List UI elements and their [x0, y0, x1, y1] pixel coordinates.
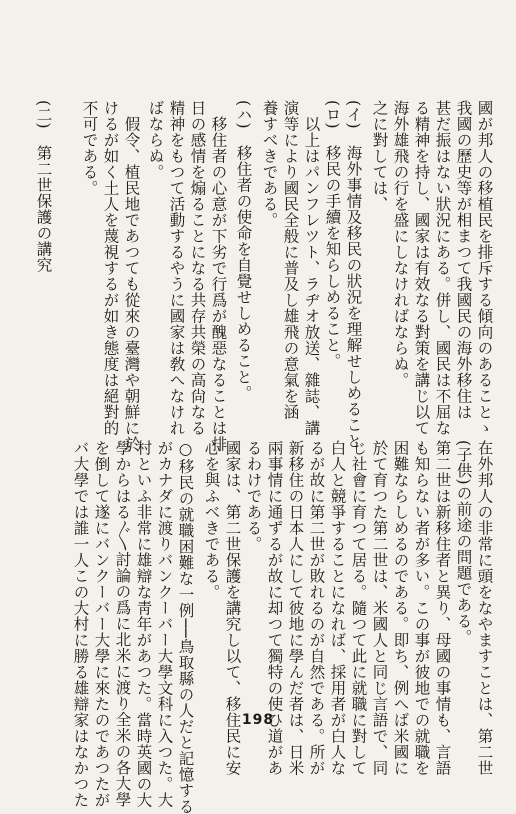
note-column: を倒して遂にバンクーバー大學に來たのであつたが	[92, 440, 111, 808]
text-column: 不可である。	[80, 100, 99, 196]
note-column: がカナダに渡りバンクーバー大學文科に入つた。大	[155, 440, 174, 808]
section-heading: (二) 第二世保護の講究	[34, 100, 53, 274]
text-column: 第二世は新移住者と異り、母國の事情も、言語	[433, 440, 452, 776]
note-column: ○移民の就職困難な一例──鳥取縣の人だと記憶する	[176, 440, 195, 814]
text-column: 於て育つた第二世は、米國人と同じ言語で、同	[370, 440, 389, 776]
text-column: けるが如く土人を蔑視するが如き態度は絕對的	[101, 100, 120, 436]
page-number: 198	[241, 712, 275, 728]
note-column: 學からはる〴〵討論の爲に北米に渡り全米の各大學	[113, 440, 132, 808]
text-column: 移住者の心意が下劣で行爲が醜惡なることは排	[209, 100, 228, 452]
text-column: 白人と競爭することになれば、採用者が白人な	[328, 440, 347, 776]
text-column: 國家は、第二世保護を講究し以て、移住民に安	[223, 440, 242, 776]
text-column: 之に對しては、	[370, 100, 389, 212]
text-column: 以上はパンフレツト、ラヂオ放送、雜誌、講	[302, 100, 321, 436]
text-column: 養すべきである。	[260, 100, 279, 228]
text-column: 國が邦人の移植民を排斥する傾向のあることゝ	[475, 100, 494, 436]
text-column: 海外雄飛の行を盛にしなければならぬ。	[391, 100, 410, 388]
list-item-ro: (ロ) 移民の手續を知らしめること。	[323, 100, 342, 370]
text-column: 甚だ振はない狀況にある。併し、國民は不屈な	[433, 100, 452, 436]
text-column: 日の感情を煽ることになる共存共榮の高尙なる	[188, 100, 207, 436]
text-column: るわけである。	[244, 440, 263, 552]
list-item-ha: (ハ) 移住者の使命を自覺せしめること。	[234, 100, 253, 402]
text-column: 心を與ふべきである。	[202, 440, 221, 600]
text-column: るが故に第二世が敗れるのが自然である。所が	[307, 440, 326, 776]
text-column: る精神を持し、國家は有效なる對策を講じ以て	[412, 100, 431, 436]
text-column: 新移住の日本人にして彼地に學んだ者は、日米	[286, 440, 305, 776]
text-column: 困難ならしめるのである。即ち、例へば米國に	[391, 440, 410, 776]
text-column: (子供)の前途の問題である。	[454, 440, 473, 646]
text-column: 演等により國民全般に普及し雄飛の意氣を涵	[281, 100, 300, 420]
text-column: も知らない者が多い。この事が彼地での就職を	[412, 440, 431, 776]
text-column: 假令、植民地であつても從來の臺灣や朝鮮に於	[122, 100, 141, 452]
text-column: じ社會に育つて居る。隨つて此に就職に對して	[349, 440, 368, 776]
note-column: バ大學では誰一人この大村に勝る雄辯家はなかつた	[71, 440, 90, 808]
text-column: ばならぬ。	[146, 100, 165, 180]
text-column: 我國の歷史等が相まつて我國民の海外移住は	[454, 100, 473, 420]
text-column: 兩事情に通ずるが故に却つて獨特の使ひ道があ	[265, 440, 284, 776]
text-column: 精神をもつて活動するやうに國家は敎へなけれ	[167, 100, 186, 436]
list-item-i: (イ) 海外事情及移民の狀況を理解せしめること	[344, 100, 363, 450]
text-column: 在外邦人の非常に頭をなやますことは、第二世	[475, 440, 494, 776]
note-column: 村といふ非常に雄辯な靑年があつた。當時英國の大	[134, 440, 153, 808]
